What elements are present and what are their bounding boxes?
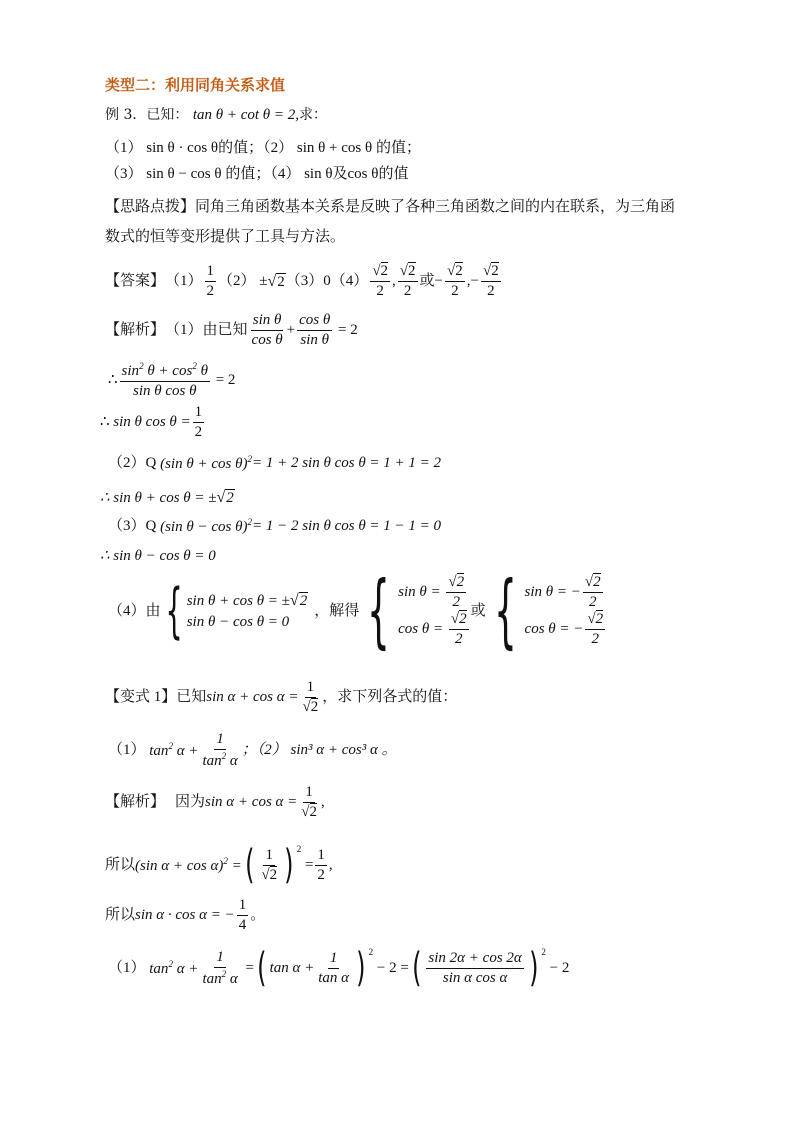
answer-part-2: （2） ± xyxy=(218,273,268,289)
fraction: $\frac{1}{\text{tan α}}$ xyxy=(318,949,350,986)
variant-1: 【变式 1】已知 sin α + cos α = $\frac{1}{√2}$ ，求下列各式的值： xyxy=(105,679,458,715)
analysis-step-1: 【解析】 （1）由已知 $\frac{\text{sin θ}}{\text{cos θ}}$ + $\frac{\text{cos θ}}{\text{sin θ}}$ = 2 xyxy=(105,312,358,348)
example-condition: tan θ + cot θ = 2, xyxy=(192,107,300,123)
left-brace: { xyxy=(367,564,391,657)
variant-label: 【变式 1】已知 xyxy=(105,689,207,705)
or-word: 或 xyxy=(470,602,486,619)
analysis-step-1c: ∴ sin θ cos θ = $\frac{1}{2}$ xyxy=(100,404,203,440)
minus: − xyxy=(434,273,444,289)
so-word: 所以 xyxy=(105,856,136,873)
therefore-symbol: ∴ xyxy=(108,372,118,388)
analysis-label: 【解析】 xyxy=(105,322,166,338)
fraction: $\frac{√2}{2}$ xyxy=(372,263,389,299)
left-brace: { xyxy=(165,576,183,646)
analysis-step-1b: ∴ $\frac{\sin^2 \theta + \cos^2 \theta}{\text{sin θ cos θ}}$ = 2 xyxy=(108,361,236,399)
hint-line-2: 数式的恒等变形提供了工具与方法。 xyxy=(105,227,346,245)
question-line-1: （1） sin θ · cos θ的值；（2） sin θ + cos θ 的值； xyxy=(105,140,421,156)
example-ask: 求： xyxy=(299,107,328,123)
because-word: 因为 xyxy=(175,794,206,810)
hint-line-1: 【思路点拨】同角三角函数基本关系是反映了各种三角函数之间的内在联系，为三角函 xyxy=(105,197,676,215)
fraction: $\frac{\text{sin θ}}{\text{cos θ}}$ xyxy=(251,312,283,348)
fraction: $\frac{1}{2}$ xyxy=(194,404,203,440)
example-3 xyxy=(105,108,327,123)
therefore-symbol: ∴ xyxy=(100,414,110,430)
fraction: $\frac{1}{\tan^2 \alpha}$ xyxy=(202,948,238,987)
fraction: $\frac{1}{√2}$ xyxy=(301,784,318,820)
variant-tail: ，求下列各式的值： xyxy=(322,689,458,705)
left-brace: { xyxy=(493,564,517,657)
variant-questions: （1） $\tan^2 \alpha$ + $\frac{1}{\tan^2 \alpha}$ ；（2） sin³ α + cos³ α 。 xyxy=(108,731,397,769)
answer-part-3: （3）0（4） xyxy=(285,273,369,289)
analysis-step-4-label: （4）由 xyxy=(108,602,161,619)
solution-part-label: （1） xyxy=(108,959,146,976)
variant-q-label: （1） xyxy=(108,742,146,758)
solution-step-2: 所以 (sin α + cos α)$^2$ = ( $\frac{1}{√2}$ ) $^2$ = $\frac{1}{2}$ , xyxy=(105,842,333,888)
solution-step-3: 所以 sin α · cos α = − $\frac{1}{4}$ 。 xyxy=(105,897,266,933)
answer-part-1: （1） xyxy=(165,273,203,289)
comma: , xyxy=(466,273,471,289)
system-eq-2: sin θ − cos θ = 0 xyxy=(186,613,290,630)
solution-step-4: （1） $\tan^2 \alpha$ + $\frac{1}{\tan^2 \alpha}$ = ( tan α + $\frac{1}{\text{tan α}}$ ) $^2$ − 2 = ( $\frac{\sin 2\alpha + \cos 2\alpha}{\text{sin α cos α}}$ ) $^2$ − 2 xyxy=(108,945,570,991)
solve-word: ，解得 xyxy=(314,602,360,619)
analysis-step-2-result-text: ∴ sin θ + cos θ = ± xyxy=(100,490,217,506)
analysis-step-4 xyxy=(108,564,607,657)
analysis-step-1-text: （1）由已知 xyxy=(165,322,248,338)
analysis-step-3-label: （3）Q xyxy=(108,518,157,534)
comma: , xyxy=(392,273,396,289)
fraction: $\frac{√2}{2}$ xyxy=(482,263,499,299)
variant-q2: ；（2） sin³ α + cos³ α 。 xyxy=(241,742,397,758)
so-word: 所以 xyxy=(105,907,136,923)
analysis-step-3-equation: = 1 − 2 sin θ cos θ = 1 − 1 = 0 xyxy=(251,518,442,534)
fraction: $\frac{1}{2}$ xyxy=(206,263,215,299)
solution-label: 【解析】 xyxy=(105,794,166,810)
system-eq-1: sin θ + cos θ = ± xyxy=(186,592,290,609)
solution-system-2: sin θ = − $\frac{√2}{2}$ cos θ = − $\frac{√2}{2}$ xyxy=(524,574,604,647)
fraction: $\frac{\sin^2 \theta + \cos^2 \theta}{\text{sin θ cos θ}}$ xyxy=(121,361,208,399)
or-word: 或 xyxy=(419,273,435,289)
fraction: $\frac{\sin 2\alpha + \cos 2\alpha}{\text{sin α cos α}}$ xyxy=(428,949,522,986)
example-label: 例 3．已知： xyxy=(105,107,189,123)
fraction: $\frac{1}{\tan^2 \alpha}$ xyxy=(202,731,238,769)
fraction: $\frac{√2}{2}$ xyxy=(447,263,463,299)
fraction: $\frac{1}{√2}$ xyxy=(261,846,278,883)
analysis-step-2-result: ∴ sin θ + cos θ = ±√2 xyxy=(100,489,234,506)
minus: − xyxy=(470,273,479,289)
equation-system: sin θ + cos θ = ±√2 sin θ − cos θ = 0 xyxy=(186,591,308,630)
sqrt: √2 xyxy=(267,272,285,290)
analysis-step-3-result: ∴ sin θ − cos θ = 0 xyxy=(100,548,216,564)
section-title: 类型二：利用同角关系求值 xyxy=(105,76,286,94)
fraction: $\frac{√2}{2}$ xyxy=(399,263,416,299)
solution-step-1: 【解析】 因为 sin α + cos α = $\frac{1}{√2}$ , xyxy=(105,784,325,820)
question-line-2: （3） sin θ − cos θ 的值；（4） sin θ及cos θ的值 xyxy=(105,166,409,182)
analysis-step-3: （3）Q (sin θ − cos θ)$^2$ = 1 − 2 sin θ cos θ = 1 − 1 = 0 xyxy=(108,517,442,535)
analysis-step-2: （2）Q (sin θ + cos θ)$^2$ = 1 + 2 sin θ cos θ = 1 + 1 = 2 xyxy=(108,454,442,472)
fraction: $\frac{\text{cos θ}}{\text{sin θ}}$ xyxy=(299,312,331,348)
answer-label: 【答案】 xyxy=(105,273,166,289)
answer-line xyxy=(105,264,503,299)
fraction: $\frac{1}{√2}$ xyxy=(302,679,319,715)
fraction: $\frac{1}{4}$ xyxy=(238,897,247,933)
analysis-step-2-equation: = 1 + 2 sin θ cos θ = 1 + 1 = 2 xyxy=(251,455,442,471)
analysis-step-2-label: （2）Q xyxy=(108,455,157,471)
fraction: $\frac{1}{2}$ xyxy=(317,846,325,883)
solution-system-1: sin θ = $\frac{√2}{2}$ cos θ = $\frac{√2}{2}$ xyxy=(398,574,467,647)
